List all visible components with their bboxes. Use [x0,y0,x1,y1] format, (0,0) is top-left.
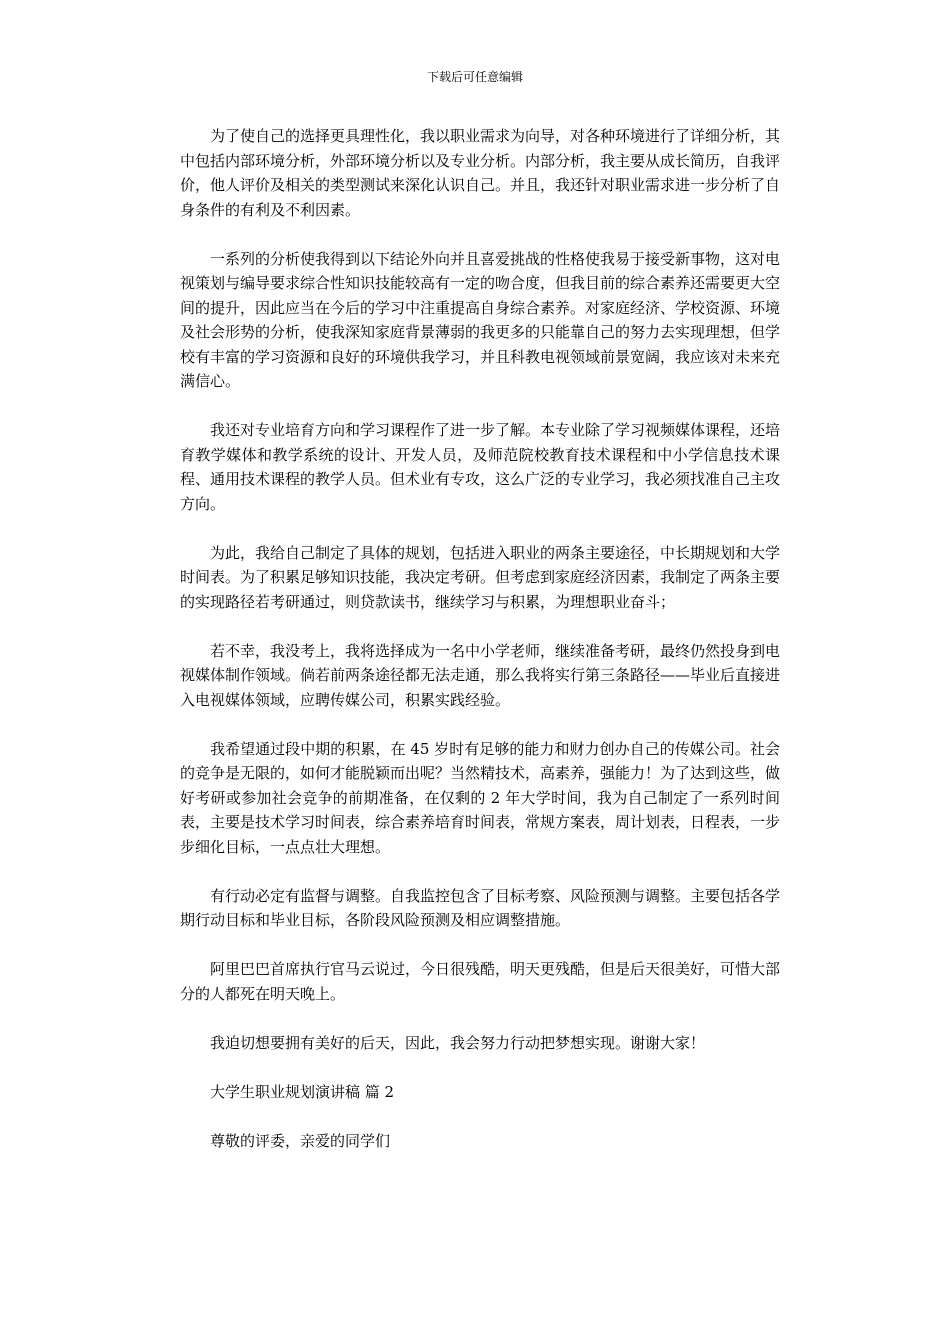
paragraph: 一系列的分析使我得到以下结论外向并且喜爱挑战的性格使我易于接受新事物，这对电视策划与编导要求综合性知识技能较高有一定的吻合度，但我目前的综合素养还需要更大空间的提升，因此应当在今后的学习中注重提高自身综合素养。对家庭经济、学校资源、环境及社会形势的分析，使我深知家庭背景薄弱的我更多的只能靠自己的努力去实现理想，但学校有丰富的学习资源和良好的环境供我学习，并且科教电视领域前景宽阔，我应该对未来充满信心。 [180,249,781,390]
paragraph: 我迫切想要拥有美好的后天，因此，我会努力行动把梦想实现。谢谢大家！ [210,1033,706,1052]
paragraph: 有行动必定有监督与调整。自我监控包含了目标考察、风险预测与调整。主要包括各学期行动目标和毕业目标，各阶段风险预测及相应调整措施。 [180,886,781,929]
section-heading: 大学生职业规划演讲稿 篇 2 [210,1082,395,1101]
paragraph: 若不幸，我没考上，我将选择成为一名中小学老师，继续准备考研，最终仍然投身到电视媒体制作领域。倘若前两条途径都无法走通，那么我将实行第三条路径——毕业后直接进入电视媒体领域，应聘传媒公司，积累实践经验。 [180,641,781,709]
header-note: 下载后可任意编辑 [426,70,523,84]
document-body [180,124,780,1178]
paragraph: 阿里巴巴首席执行官马云说过，今日很残酷，明天更残酷，但是后天很美好，可惜大部分的人都死在明天晚上。 [180,960,781,1003]
paragraph: 为此，我给自己制定了具体的规划，包括进入职业的两条主要途径，中长期规划和大学时间表。为了积累足够知识技能，我决定考研。但考虑到家庭经济因素，我制定了两条主要的实现路径若考研通过，则贷款读书，继续学习与积累，为理想职业奋斗； [180,543,781,611]
paragraph: 我还对专业培育方向和学习课程作了进一步了解。本专业除了学习视频媒体课程，还培育教学媒体和教学系统的设计、开发人员，及师范院校教育技术课程和中小学信息技术课程、通用技术课程的教学人员。但术业有专攻，这么广泛的专业学习，我必须找准自己主攻方向。 [180,421,781,513]
paragraph: 为了使自己的选择更具理性化，我以职业需求为向导，对各种环境进行了详细分析，其中包括内部环境分析，外部环境分析以及专业分析。内部分析，我主要从成长简历，自我评价，他人评价及相关的类型测试来深化认识自己。并且，我还针对职业需求进一步分析了自身条件的有利及不利因素。 [180,127,781,219]
salutation: 尊敬的评委，亲爱的同学们 [210,1131,391,1150]
paragraph: 我希望通过段中期的积累，在 45 岁时有足够的能力和财力创办自己的传媒公司。社会的竞争是无限的，如何才能脱颖而出呢？当然精技术，高素养，强能力！为了达到这些，做好考研或参加社会竞争的前期准备，在仅剩的 2 年大学时间，我为自己制定了一系列时间表，主要是技术学习时间表，综合素养培育时间表，常规方案表，周计划表，日程表，一步步细化目标，一点点壮大理想。 [180,739,781,856]
